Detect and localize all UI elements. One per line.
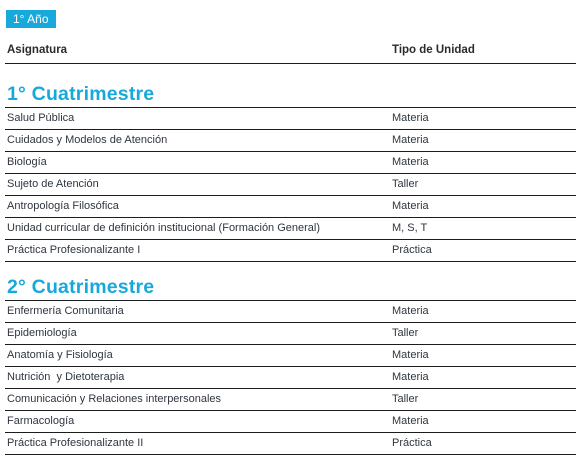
table-row [5,411,576,433]
subject-name: Epidemiología [7,327,77,339]
subject-name: Práctica Profesionalizante II [7,437,144,449]
table-row [5,108,576,130]
subject-name: Enfermería Comunitaria [7,305,124,317]
subject-name: Salud Pública [7,112,75,124]
table-row [5,174,576,196]
unit-type: Materia [392,415,429,427]
subject-name: Biología [7,156,47,168]
table-row [5,218,576,240]
subject-name: Antropología Filosófica [7,200,119,212]
unit-type: Materia [392,156,429,168]
unit-type: Materia [392,134,429,146]
subject-name: Nutrición y Dietoterapia [7,371,125,383]
semester-1-table [5,107,576,262]
year-badge: 1° Año [6,10,56,28]
table-row [5,389,576,411]
header-divider [5,63,576,64]
semester-2-table [5,300,576,455]
subject-name: Sujeto de Atención [7,178,99,190]
unit-type: Práctica [392,437,432,449]
unit-type: Materia [392,349,429,361]
subject-name: Farmacología [7,415,75,427]
table-row [5,323,576,345]
semester-1-title: 1° Cuatrimestre [7,83,155,105]
subject-name: Anatomía y Fisiología [7,349,113,361]
table-row [5,240,576,262]
unit-type: Materia [392,371,429,383]
table-row [5,301,576,323]
semester-2-title: 2° Cuatrimestre [7,276,155,298]
unit-type: Taller [392,393,419,405]
unit-type: Taller [392,178,419,190]
table-row [5,367,576,389]
subject-name: Unidad curricular de definición institucional (Formación General) [7,222,321,234]
subject-name: Cuidados y Modelos de Atención [7,134,168,146]
unit-type: Materia [392,305,429,317]
unit-type: Materia [392,200,429,212]
column-header-unit-type: Tipo de Unidad [392,44,475,56]
subject-name: Comunicación y Relaciones interpersonales [7,393,222,405]
table-row [5,130,576,152]
table-row [5,152,576,174]
unit-type: Materia [392,112,429,124]
table-row [5,196,576,218]
unit-type: Práctica [392,244,432,256]
table-row [5,433,576,455]
column-header-subject: Asignatura [7,44,68,56]
unit-type: Taller [392,327,419,339]
unit-type: M, S, T [392,222,428,234]
table-row [5,345,576,367]
subject-name: Práctica Profesionalizante I [7,244,141,256]
